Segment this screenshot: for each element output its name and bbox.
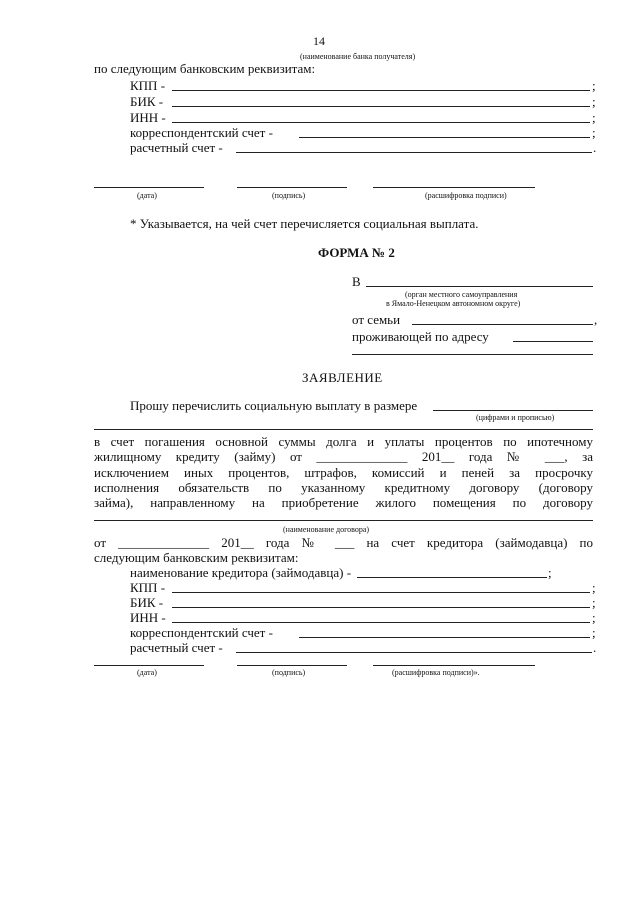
top-field-corr-line [299, 137, 590, 138]
field-corr-line [299, 637, 590, 638]
top-sign-decoding-caption: (расшифровка подписи) [425, 191, 507, 200]
amount-line [433, 410, 593, 411]
sign-decoding-caption: (расшифровка подписи)». [392, 668, 480, 677]
from-family-label: от семьи [352, 312, 401, 327]
body-line-5: займа), направленному на приобретение жилого помещения по договору [94, 495, 593, 510]
field-corr-label: корреспондентский счет - [130, 625, 273, 640]
sign-signature-caption: (подпись) [272, 668, 306, 677]
top-field-kpp-line [172, 90, 590, 91]
creditor-name-line [357, 577, 547, 578]
body-line-4: исполнения обязательств по указанному кредитному договору (договору [94, 480, 593, 495]
address-line-2 [352, 354, 593, 355]
top-field-account-line [236, 152, 592, 153]
contract-caption: (наименование договора) [283, 525, 370, 534]
address-label: проживающей по адресу [352, 329, 489, 344]
field-corr-end: ; [592, 625, 596, 640]
field-inn-end: ; [592, 610, 596, 625]
top-sign-date-line [94, 187, 204, 188]
to-prefix: В [352, 274, 361, 289]
sign-signature-line [237, 665, 347, 666]
sign-date-line [94, 665, 204, 666]
field-account-end: . [593, 640, 597, 655]
top-requisites-intro: по следующим банковским реквизитам: [94, 61, 316, 76]
body-line-3: исключением иных процентов, штрафов, комиссий и пеней за просрочку [94, 465, 593, 480]
statement-title: ЗАЯВЛЕНИЕ [302, 370, 383, 385]
bank-recipient-caption: (наименование банка получателя) [300, 52, 416, 61]
sign-date-caption: (дата) [137, 668, 157, 677]
top-field-bik-line [172, 106, 590, 107]
top-field-corr-label: корреспондентский счет - [130, 125, 273, 140]
form-title: ФОРМА № 2 [318, 245, 395, 260]
top-field-account-label: расчетный счет - [130, 140, 223, 155]
amount-caption: (цифрами и прописью) [476, 413, 555, 422]
top-field-inn-label: ИНН - [130, 110, 166, 125]
top-field-inn-end: ; [592, 110, 596, 125]
top-field-account-end: . [593, 140, 597, 155]
top-field-kpp-end: ; [592, 78, 596, 93]
field-account-label: расчетный счет - [130, 640, 223, 655]
page-number: 14 [313, 34, 325, 48]
requisites-intro: следующим банковским реквизитам: [94, 550, 299, 565]
authority-line [366, 286, 593, 287]
body-line-1: в счет погашения основной суммы долга и уплаты процентов по ипотечному [94, 434, 593, 449]
top-field-kpp-label: КПП - [130, 78, 166, 93]
top-field-inn-line [172, 122, 590, 123]
contract-date-line: от ______________ 201__ года № ___ на счет кредитора (займодавца) по [94, 535, 593, 550]
contract-line [94, 520, 593, 521]
creditor-name-label: наименование кредитора (займодавца) - [130, 565, 352, 580]
top-sign-signature-line [237, 187, 347, 188]
from-family-end: , [594, 312, 598, 327]
top-sign-decoding-line [373, 187, 535, 188]
field-bik-line [172, 607, 590, 608]
field-inn-line [172, 622, 590, 623]
top-field-bik-label: БИК - [130, 94, 164, 109]
field-kpp-end: ; [592, 580, 596, 595]
address-line-1 [513, 341, 593, 342]
footnote: * Указывается, на чей счет перечисляется социальная выплата. [130, 216, 479, 231]
top-field-corr-end: ; [592, 125, 596, 140]
field-kpp-line [172, 592, 590, 593]
field-kpp-label: КПП - [130, 580, 166, 595]
request-text: Прошу перечислить социальную выплату в размере [130, 398, 418, 413]
top-field-bik-end: ; [592, 94, 596, 109]
field-bik-end: ; [592, 595, 596, 610]
amount-line-2 [94, 429, 593, 430]
field-bik-label: БИК - [130, 595, 164, 610]
field-account-line [236, 652, 592, 653]
top-sign-date-caption: (дата) [137, 191, 157, 200]
body-line-2: жилищному кредиту (займу) от ______________ 201__ года № ___, за [94, 449, 593, 464]
authority-caption-1: (орган местного самоуправления [405, 290, 518, 299]
creditor-name-end: ; [548, 565, 552, 580]
sign-decoding-line [373, 665, 535, 666]
authority-caption-2: в Ямало-Ненецком автономном округе) [386, 299, 521, 308]
top-sign-signature-caption: (подпись) [272, 191, 306, 200]
field-inn-label: ИНН - [130, 610, 166, 625]
from-family-line [412, 324, 593, 325]
